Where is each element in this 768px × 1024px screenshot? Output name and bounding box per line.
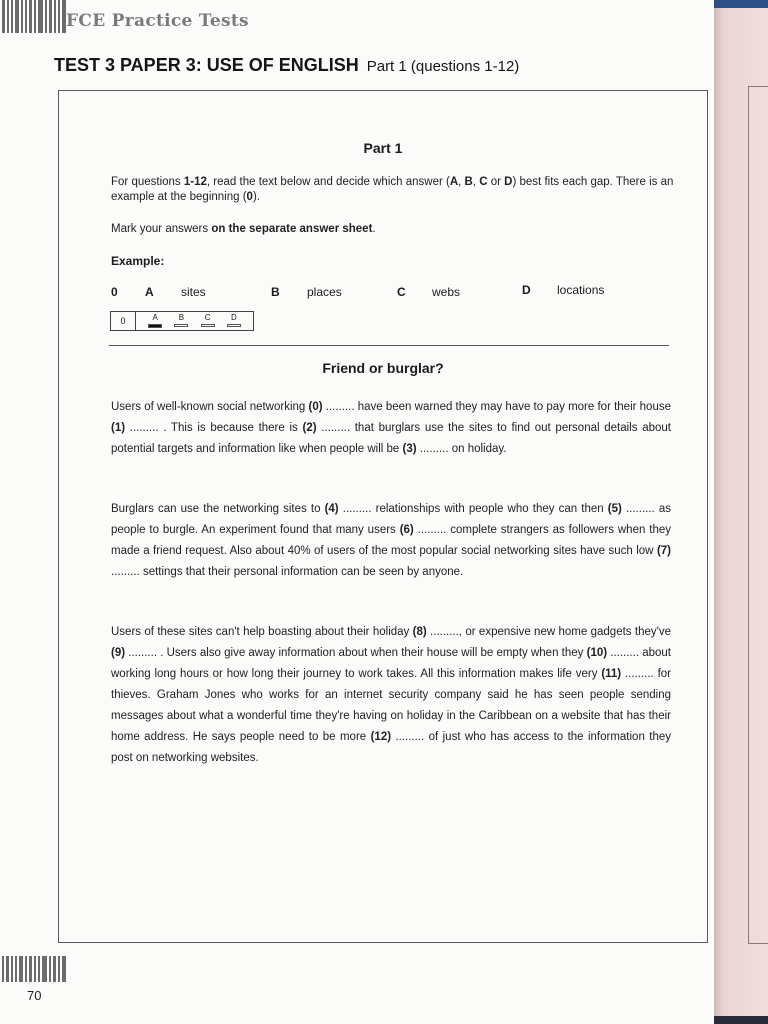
part-title: Part 1 [363,140,403,156]
answer-bubble-a: A [148,312,162,330]
example-number: 0 [111,285,118,299]
article-title: Friend or burglar? [322,360,444,376]
example-option-c-text: webs [432,285,461,299]
example-option-a-text: sites [181,285,206,299]
example-answer-box [110,311,254,331]
barcode-decoration-bottom [2,956,66,982]
instruction-answer-sheet: Mark your answers on the separate answer sheet. [111,223,376,235]
series-title: FCE Practice Tests [66,11,249,31]
example-option-b-text: places [307,285,342,299]
answer-bubble-d: D [227,312,241,330]
answer-box-number: 0 [111,312,136,330]
answer-box-options [136,312,253,330]
example-option-d-letter: D [522,283,531,297]
page-number: 70 [27,988,42,1003]
section-divider [109,345,669,346]
answer-bubble-c: C [201,312,215,330]
test-heading [54,55,519,76]
answer-bubble-b: B [174,312,188,330]
article-paragraph-2: Burglars can use the networking sites to (4) ......... relationships with people who they can then (5) ......... as people to burgle. An experiment found that many users (6) ......... complete strangers as followers when they made a friend request. Also about 40% of users of the most popular social networking sites have such low (7) ......... settings that their personal information can be seen by anyone. [111,503,671,578]
example-option-a-letter: A [145,285,154,299]
example-label: Example: [111,254,165,268]
blue-edge-tab [712,0,768,8]
article-paragraph-3: Users of these sites can't help boasting about their holiday (8) ........., or expensive new home gadgets they've (9) ......... . Users also give away information about when their house will be empty when they (10) ......... about working long hours or how long their journey to work takes. All this information makes life very (11) ......... for thieves. Graham Jones who works for an internet security company said he has seen people sending messages about what a wonderful time they're having on holiday in the Caribbean on a website that has their home address. He says people need to be more (12) ......... of just who has access to the information they post on networking websites. [111,626,671,764]
exercise-frame [58,90,708,943]
example-option-c-letter: C [397,285,406,299]
example-option-d-text: locations [557,283,605,297]
article-paragraph-1: Users of well-known social networking (0) ......... have been warned they may have to pay more for their house (1) ......... . This is because there is (2) ......... that burglars use the sites to find out personal details about potential targets and information like when people will be (3) ......... on holiday. [111,401,671,455]
test-title: TEST 3 PAPER 3: USE OF ENGLISH [54,55,359,75]
barcode-decoration-top [2,0,66,33]
test-subtitle: Part 1 (questions 1-12) [366,58,520,75]
instruction-questions: For questions 1-12, read the text below and decide which answer (A, B, C or D) best fits each gap. There is an example at the beginning (0). [111,176,674,203]
facing-page-frame [748,86,768,944]
example-option-b-letter: B [271,285,280,299]
